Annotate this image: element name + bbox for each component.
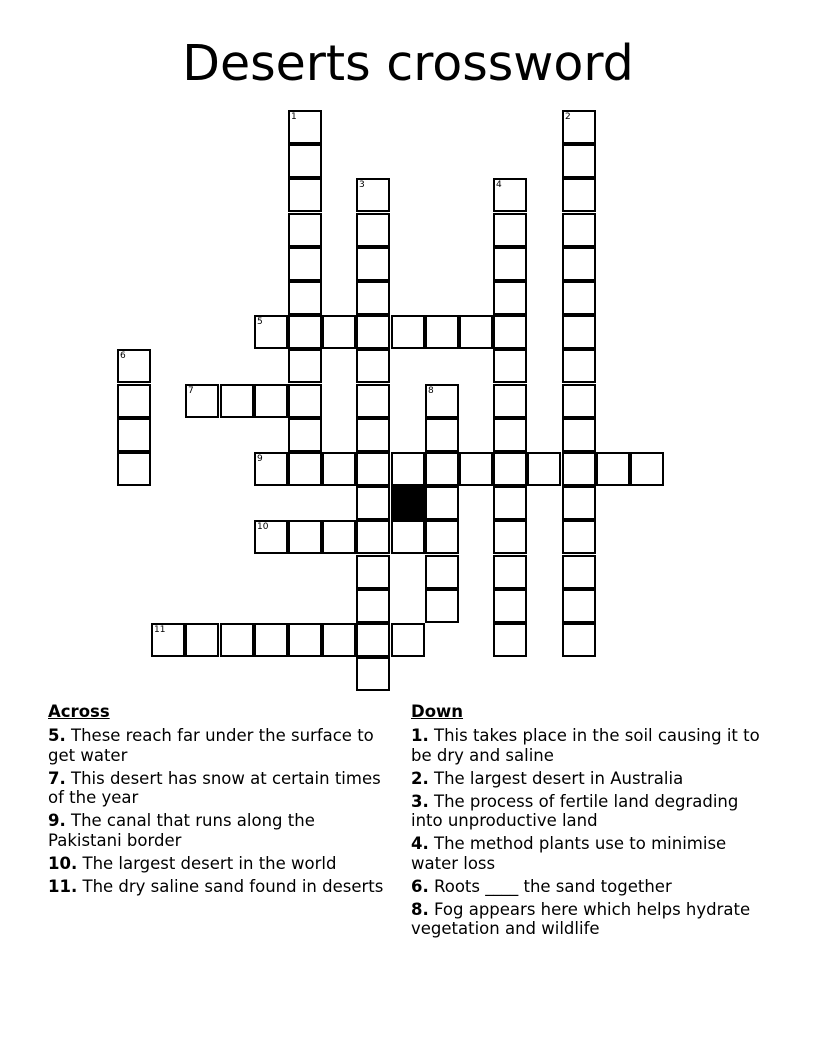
grid-cell[interactable] — [562, 452, 596, 486]
grid-cell[interactable] — [288, 247, 322, 281]
grid-cell[interactable] — [562, 349, 596, 383]
clue-down-1 — [411, 726, 761, 765]
clue-number: 9. — [48, 811, 66, 830]
grid-cell[interactable] — [288, 418, 322, 452]
clue-number: 4. — [411, 834, 429, 853]
clue-number: 10. — [48, 853, 78, 873]
clue-number: 6. — [411, 876, 429, 896]
clue-number-label: 3 — [359, 180, 365, 190]
grid-cell[interactable] — [493, 315, 527, 349]
clue-number-label: 1 — [291, 112, 297, 122]
grid-cell[interactable] — [288, 623, 322, 657]
grid-cell[interactable] — [459, 452, 493, 486]
clue-across-10 — [48, 854, 388, 874]
grid-cell[interactable] — [493, 520, 527, 554]
grid-cell[interactable] — [356, 418, 390, 452]
grid-cell[interactable] — [562, 486, 596, 520]
grid-cell[interactable] — [117, 384, 151, 418]
grid-cell[interactable] — [117, 418, 151, 452]
grid-cell[interactable] — [493, 384, 527, 418]
grid-cell[interactable] — [288, 281, 322, 315]
grid-cell[interactable] — [562, 213, 596, 247]
clue-number: 8. — [411, 899, 429, 919]
grid-cell[interactable] — [562, 384, 596, 418]
grid-cell[interactable] — [493, 555, 527, 589]
clue-number: 3. — [411, 791, 429, 811]
grid-cell[interactable] — [288, 110, 322, 144]
page-title: Deserts crossword — [182, 35, 634, 92]
grid-cell[interactable] — [425, 452, 459, 486]
grid-cell[interactable] — [322, 315, 356, 349]
grid-cell[interactable] — [596, 452, 630, 486]
grid-cell[interactable] — [220, 384, 254, 418]
grid-cell[interactable] — [562, 247, 596, 281]
clue-number-label: 5 — [257, 317, 263, 327]
grid-cell[interactable] — [254, 623, 288, 657]
grid-cell[interactable] — [288, 452, 322, 486]
grid-cell[interactable] — [391, 315, 425, 349]
down-heading: Down — [411, 702, 464, 721]
clue-down-4 — [411, 834, 761, 873]
clue-text: The canal that runs along the Pakistani border — [48, 811, 315, 850]
clue-across-7 — [48, 769, 388, 808]
grid-cell[interactable] — [391, 452, 425, 486]
grid-cell[interactable] — [356, 555, 390, 589]
clue-across-11 — [48, 877, 388, 897]
clue-number-label: 10 — [257, 522, 269, 532]
clue-number-label: 4 — [496, 180, 502, 190]
grid-cell[interactable] — [356, 213, 390, 247]
clue-text: The method plants use to minimise water loss — [411, 834, 727, 873]
grid-cell[interactable] — [425, 520, 459, 554]
clue-number-label: 9 — [257, 454, 263, 464]
grid-cell[interactable] — [356, 589, 390, 623]
grid-cell[interactable] — [356, 178, 390, 212]
grid-cell[interactable] — [356, 281, 390, 315]
clue-text: The largest desert in the world — [82, 853, 337, 873]
grid-cell[interactable] — [322, 520, 356, 554]
grid-cell[interactable] — [356, 520, 390, 554]
grid-cell[interactable] — [562, 315, 596, 349]
grid-cell[interactable] — [356, 247, 390, 281]
clue-text: These reach far under the surface to get water — [48, 726, 374, 765]
grid-cell[interactable] — [493, 589, 527, 623]
grid-cell[interactable] — [562, 520, 596, 554]
clue-text: The largest desert in Australia — [434, 768, 684, 788]
clue-text: The dry saline sand found in deserts — [82, 876, 384, 896]
grid-cell[interactable] — [493, 247, 527, 281]
clue-down-6 — [411, 877, 761, 897]
grid-cell[interactable] — [562, 281, 596, 315]
grid-cell[interactable] — [288, 315, 322, 349]
grid-cell[interactable] — [117, 349, 151, 383]
clue-number: 2. — [411, 768, 429, 788]
grid-cell[interactable] — [493, 452, 527, 486]
clue-number: 1. — [411, 726, 429, 745]
clue-text: Roots ____ the sand together — [434, 876, 672, 896]
clue-number: 11. — [48, 876, 78, 896]
clue-text: The process of fertile land degrading into unproductive land — [411, 791, 739, 830]
clue-number-label: 2 — [565, 112, 571, 122]
across-clues — [48, 702, 388, 900]
grid-cell[interactable] — [288, 213, 322, 247]
grid-cell[interactable] — [322, 623, 356, 657]
grid-cell[interactable] — [288, 349, 322, 383]
grid-cell[interactable] — [288, 144, 322, 178]
grid-cell[interactable] — [254, 452, 288, 486]
grid-cell[interactable] — [356, 384, 390, 418]
grid-cell[interactable] — [254, 520, 288, 554]
clue-number-label: 8 — [428, 386, 434, 396]
grid-cell[interactable] — [493, 213, 527, 247]
grid-cell[interactable] — [356, 486, 390, 520]
grid-cell[interactable] — [527, 452, 561, 486]
grid-cell[interactable] — [288, 520, 322, 554]
grid-cell[interactable] — [220, 623, 254, 657]
clue-down-8 — [411, 900, 761, 939]
clue-down-2 — [411, 769, 761, 789]
grid-cell[interactable] — [356, 452, 390, 486]
grid-cell[interactable] — [630, 452, 664, 486]
grid-cell[interactable] — [459, 315, 493, 349]
grid-cell[interactable] — [425, 589, 459, 623]
grid-cell[interactable] — [185, 384, 219, 418]
grid-cell[interactable] — [391, 520, 425, 554]
grid-cell[interactable] — [562, 555, 596, 589]
grid-cell[interactable] — [356, 657, 390, 691]
grid-cell[interactable] — [562, 178, 596, 212]
grid-cell[interactable] — [117, 452, 151, 486]
down-clues — [411, 702, 761, 942]
grid-cell[interactable] — [493, 281, 527, 315]
grid-cell[interactable] — [425, 486, 459, 520]
grid-cell[interactable] — [425, 315, 459, 349]
clue-number: 5. — [48, 726, 66, 745]
grid-cell[interactable] — [493, 349, 527, 383]
grid-block — [391, 486, 425, 520]
grid-cell[interactable] — [562, 418, 596, 452]
grid-cell[interactable] — [562, 589, 596, 623]
grid-cell[interactable] — [425, 418, 459, 452]
grid-cell[interactable] — [288, 178, 322, 212]
clue-number-label: 11 — [154, 625, 166, 635]
clue-number: 7. — [48, 768, 66, 788]
grid-cell[interactable] — [151, 623, 185, 657]
grid-cell[interactable] — [425, 384, 459, 418]
grid-cell[interactable] — [254, 384, 288, 418]
grid-cell[interactable] — [562, 144, 596, 178]
grid-cell[interactable] — [493, 623, 527, 657]
grid-cell[interactable] — [425, 555, 459, 589]
grid-cell[interactable] — [493, 178, 527, 212]
clue-text: Fog appears here which helps hydrate vegetation and wildlife — [411, 899, 751, 938]
clue-across-5 — [48, 726, 388, 765]
clue-text: This desert has snow at certain times of the year — [48, 768, 381, 807]
clue-text: This takes place in the soil causing it to be dry and saline — [411, 726, 760, 765]
grid-cell[interactable] — [562, 623, 596, 657]
clue-number-label: 7 — [188, 386, 194, 396]
grid-cell[interactable] — [391, 623, 425, 657]
across-heading: Across — [48, 702, 110, 721]
grid-cell[interactable] — [288, 384, 322, 418]
grid-cell[interactable] — [185, 623, 219, 657]
clue-across-9 — [48, 811, 388, 850]
grid-cell[interactable] — [254, 315, 288, 349]
grid-cell[interactable] — [562, 110, 596, 144]
grid-cell[interactable] — [356, 315, 390, 349]
grid-cell[interactable] — [493, 486, 527, 520]
clue-number-label: 6 — [120, 351, 126, 361]
grid-cell[interactable] — [356, 349, 390, 383]
grid-cell[interactable] — [493, 418, 527, 452]
clue-down-3 — [411, 792, 761, 831]
grid-cell[interactable] — [322, 452, 356, 486]
grid-cell[interactable] — [356, 623, 390, 657]
